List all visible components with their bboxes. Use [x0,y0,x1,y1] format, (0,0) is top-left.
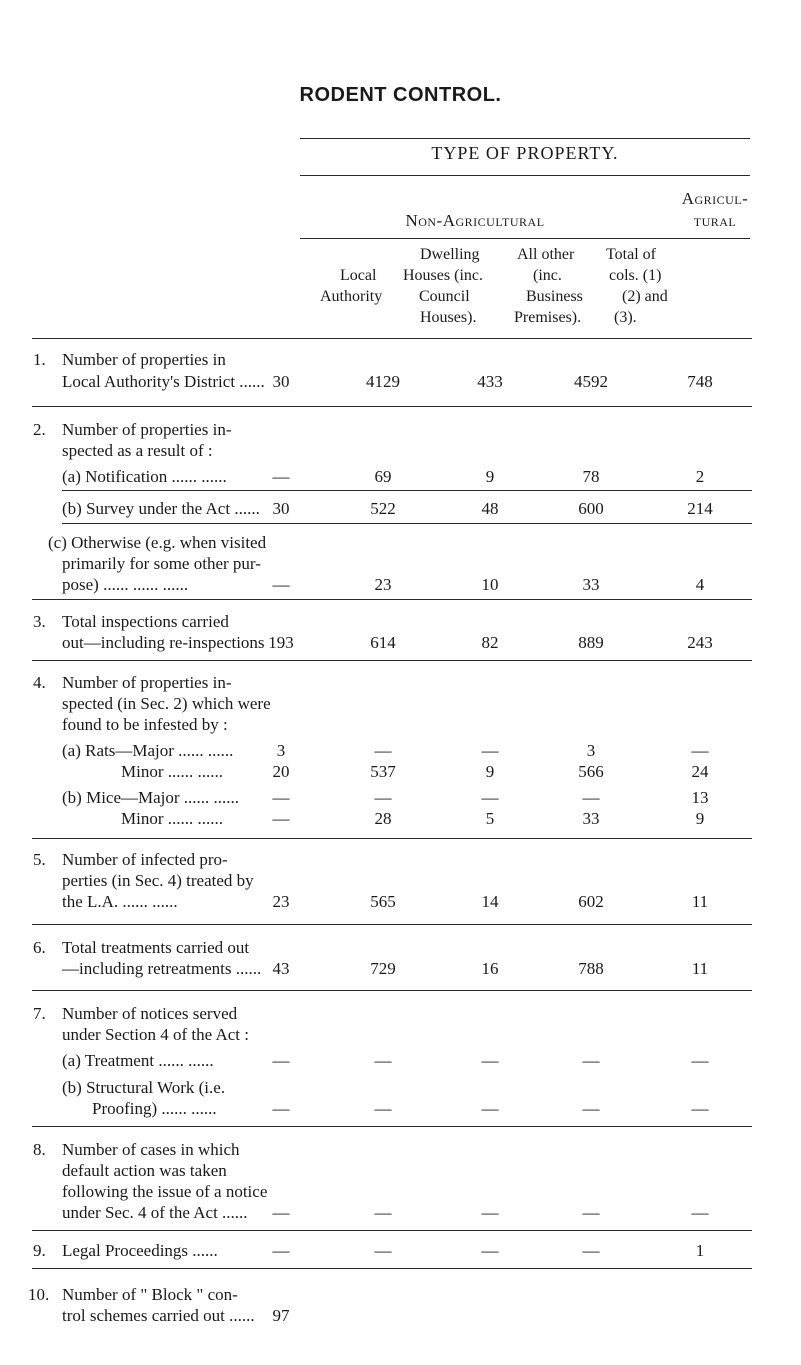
cell-local-authority: — [272,575,290,594]
row-label: trol schemes carried out ...... [62,1306,255,1325]
type-of-property-heading: TYPE OF PROPERTY. [431,143,619,163]
cell-total: 788 [578,959,604,978]
row-label: found to be infested by : [62,715,228,734]
cell-local-authority: 3 [276,741,286,760]
cell-agricultural: — [691,1203,709,1222]
cell-total: 4592 [574,372,608,391]
col-label-houses: Houses). [420,309,477,326]
col-label-local: Local [340,267,377,284]
cell-total: — [582,1241,600,1260]
col-label-inc: (inc. [533,267,562,284]
row-number: 5. [33,850,46,869]
cell-local-authority: 43 [272,959,290,978]
cell-agricultural: 243 [687,633,713,652]
table-rule [32,838,752,839]
row-label: Number of properties in [62,350,226,369]
cell-local-authority: — [272,1099,290,1118]
row-label: Number of cases in which [62,1140,240,1159]
table-rule [32,406,752,407]
cell-dwelling-houses: 23 [374,575,392,594]
cell-local-authority: 30 [272,372,290,391]
cell-dwelling-houses: — [374,1241,392,1260]
cell-dwelling-houses: — [374,788,392,807]
cell-local-authority: — [272,788,290,807]
col-label-3: (3). [614,309,637,326]
row-label: out—including re-inspections [62,633,265,652]
cell-all-other: 9 [485,762,495,781]
header-rule-top [300,138,750,139]
cell-agricultural: 13 [691,788,709,807]
col-label-2-and: (2) and [622,288,668,305]
row-label: the L.A. ...... ...... [62,892,178,911]
row-label: —including retreatments ...... [62,959,262,978]
row-label: perties (in Sec. 4) treated by [62,871,254,890]
cell-total: — [582,1203,600,1222]
cell-dwelling-houses: 614 [370,633,396,652]
cell-all-other: 10 [481,575,499,594]
cell-total: — [582,1099,600,1118]
cell-agricultural: 748 [687,372,713,391]
cell-dwelling-houses: 69 [374,467,392,486]
cell-total: 602 [578,892,604,911]
row-label: Number of notices served [62,1004,238,1023]
row-number: 2. [33,420,46,439]
row-label: Local Authority's District ...... [62,372,265,391]
row-label: Total inspections carried [62,612,229,631]
cell-local-authority: — [272,1051,290,1070]
row-number: 6. [33,938,46,957]
cell-total: 600 [578,499,604,518]
cell-local-authority: — [272,809,290,828]
table-rule [32,924,752,925]
cell-total: 78 [582,467,600,486]
cell-all-other: 5 [485,809,495,828]
cell-agricultural: — [691,1099,709,1118]
cell-all-other: 9 [485,467,495,486]
cell-all-other: — [481,1051,499,1070]
col-label-council: Council [419,288,470,305]
cell-agricultural: 1 [695,1241,705,1260]
table-rule [62,490,752,491]
table-rule [32,1126,752,1127]
cell-all-other: 16 [481,959,499,978]
cell-local-authority: — [272,467,290,486]
row-label: Number of infected pro- [62,850,228,869]
cell-local-authority: 20 [272,762,290,781]
cell-dwelling-houses: — [374,1203,392,1222]
row-label: (a) Rats—Major ...... ...... [62,741,234,760]
header-rule-2 [300,175,750,176]
cell-all-other: — [481,788,499,807]
row-label: Number of properties in- [62,673,232,692]
cell-local-authority: — [272,1241,290,1260]
row-label: Proofing) ...... ...... [92,1099,217,1118]
col-label-dwelling: Dwelling [420,246,480,263]
row-number: 4. [33,673,46,692]
row-number: 1. [33,350,46,369]
cell-agricultural: 9 [695,809,705,828]
cell-total: 889 [578,633,604,652]
page-title: RODENT CONTROL. [299,84,502,106]
cell-total: — [582,1051,600,1070]
cell-agricultural: 214 [687,499,713,518]
row-label: spected (in Sec. 2) which were [62,694,271,713]
cell-total: 566 [578,762,604,781]
table-rule [32,599,752,600]
row-label: (a) Notification ...... ...... [62,467,227,486]
cell-all-other: 14 [481,892,499,911]
non-agricultural-heading: Non-Agricultural [405,211,545,230]
cell-local-authority: 97 [272,1306,290,1325]
cell-local-authority: 23 [272,892,290,911]
cell-dwelling-houses: 729 [370,959,396,978]
row-label: (b) Mice—Major ...... ...... [62,788,240,807]
row-label: spected as a result of : [62,441,213,460]
row-label: Minor ...... ...... [121,809,223,828]
row-label: under Section 4 of the Act : [62,1025,249,1044]
row-label: Total treatments carried out [62,938,250,957]
col-label-premises: Premises). [514,309,582,326]
row-label: following the issue of a notice [62,1182,268,1201]
cell-agricultural: 4 [695,575,705,594]
row-number: 10. [28,1285,50,1304]
table-rule [32,1268,752,1269]
row-label: (a) Treatment ...... ...... [62,1051,214,1070]
table-rule [32,990,752,991]
row-label: default action was taken [62,1161,227,1180]
row-label: (b) Structural Work (i.e. [62,1078,226,1097]
col-label-all-other: All other [517,246,575,263]
cell-total: 33 [582,809,600,828]
row-label: (b) Survey under the Act ...... [62,499,260,518]
cell-agricultural: 11 [691,892,709,911]
cell-all-other: — [481,1203,499,1222]
cell-dwelling-houses: 4129 [366,372,400,391]
cell-all-other: — [481,1241,499,1260]
cell-agricultural: — [691,741,709,760]
cell-local-authority: 193 [268,633,294,652]
cell-all-other: — [481,741,499,760]
cell-total: 3 [586,741,596,760]
table-rule [32,660,752,661]
row-label: Number of " Block " con- [62,1285,238,1304]
cell-total: — [582,788,600,807]
row-number: 9. [33,1241,46,1260]
cell-agricultural: — [691,1051,709,1070]
cell-dwelling-houses: — [374,1099,392,1118]
row-number: 3. [33,612,46,631]
row-number: 8. [33,1140,46,1159]
cell-dwelling-houses: — [374,741,392,760]
row-number: 7. [33,1004,46,1023]
cell-local-authority: 30 [272,499,290,518]
cell-dwelling-houses: — [374,1051,392,1070]
cell-all-other: — [481,1099,499,1118]
row-label: primarily for some other pur- [62,554,261,573]
row-label: under Sec. 4 of the Act ...... [62,1203,248,1222]
col-label-cols-1: cols. (1) [609,267,662,284]
row-label: Legal Proceedings ...... [62,1241,218,1260]
row-label: Number of properties in- [62,420,232,439]
cell-dwelling-houses: 565 [370,892,396,911]
cell-agricultural: 11 [691,959,709,978]
table-rule-header [32,338,752,339]
header-rule-3 [300,238,750,239]
cell-dwelling-houses: 522 [370,499,396,518]
cell-agricultural: 2 [695,467,705,486]
row-label: (c) Otherwise (e.g. when visited [48,533,267,552]
cell-agricultural: 24 [691,762,709,781]
agricultural-heading-1: Agricul- [681,189,749,208]
cell-all-other: 48 [481,499,499,518]
cell-local-authority: — [272,1203,290,1222]
cell-total: 33 [582,575,600,594]
cell-all-other: 82 [481,633,499,652]
table-rule [62,523,752,524]
cell-dwelling-houses: 28 [374,809,392,828]
agricultural-heading-2: tural [693,211,737,230]
row-label: Minor ...... ...... [121,762,223,781]
col-label-authority: Authority [320,288,383,305]
cell-dwelling-houses: 537 [370,762,396,781]
cell-all-other: 433 [477,372,503,391]
table-rule [32,1230,752,1231]
row-label: pose) ...... ...... ...... [62,575,189,594]
col-label-total-of: Total of [606,246,656,263]
col-label-business: Business [526,288,583,305]
col-label-houses-inc: Houses (inc. [403,267,483,284]
